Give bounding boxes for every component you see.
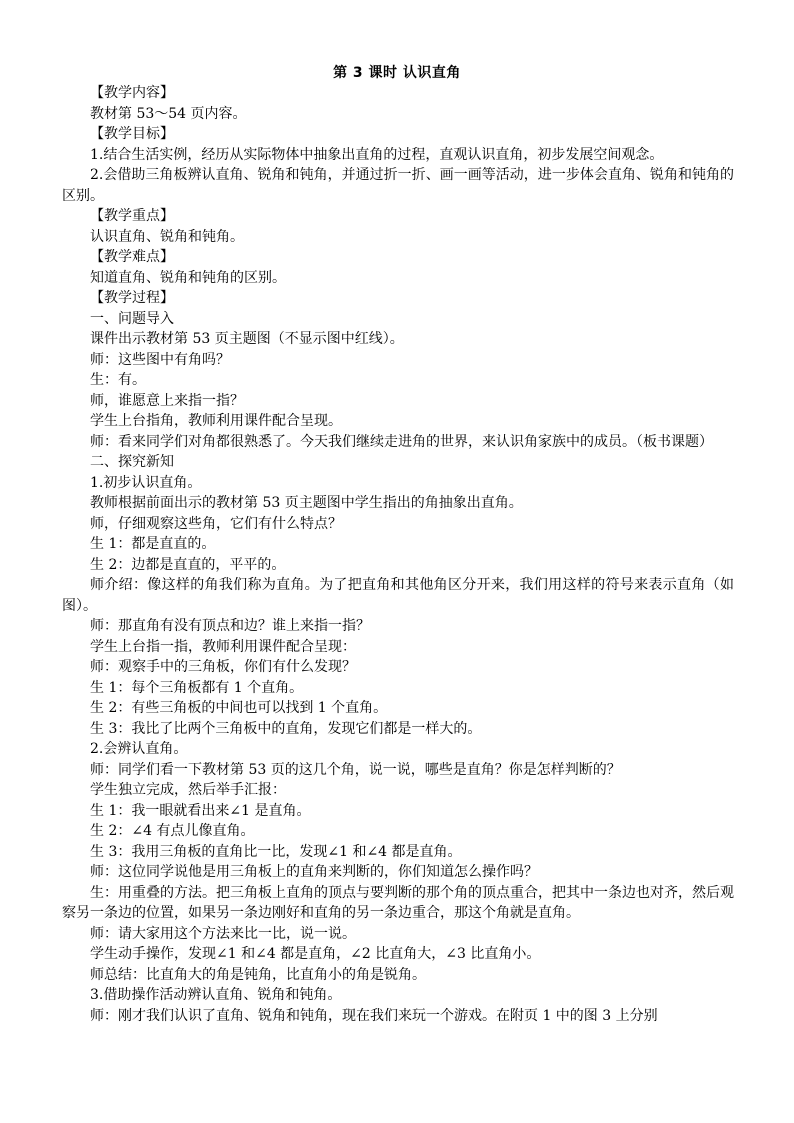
paragraph: 一、问题导入	[90, 310, 174, 327]
paragraph: 生 1：每个三角板都有 1 个直角。	[90, 679, 304, 696]
paragraph: 师：同学们看一下教材第 53 页的这几个角，说一说，哪些是直角？你是怎样判断的？	[90, 761, 621, 778]
paragraph: 1.初步认识直角。	[90, 474, 202, 491]
paragraph: 【教学重点】	[90, 208, 174, 224]
paragraph: 学生独立完成，然后举手汇报：	[90, 782, 286, 798]
paragraph: 教材第 53～54 页内容。	[90, 105, 247, 122]
paragraph: 2.会借助三角板辨认直角、锐角和钝角，并通过折一折、画一画等活动，进一步体会直角、锐角和钝角的区别。	[62, 167, 734, 204]
paragraph: 认识直角、锐角和钝角。	[90, 228, 244, 245]
paragraph: 师总结：比直角大的角是钝角，比直角小的角是锐角。	[90, 966, 426, 983]
paragraph: 生：有。	[90, 372, 146, 388]
paragraph: 师，仔细观察这些角，它们有什么特点？	[90, 515, 342, 532]
paragraph: 【教学内容】	[90, 85, 174, 101]
paragraph: 生 3：我比了比两个三角板中的直角，发现它们都是一样大的。	[90, 720, 482, 737]
paragraph: 知道直角、锐角和钝角的区别。	[90, 269, 286, 286]
paragraph: 【教学过程】	[90, 290, 174, 306]
paragraph: 1.结合生活实例，经历从实际物体中抽象出直角的过程，直观认识直角，初步发展空间观念。	[90, 146, 664, 163]
lesson-title: 第 3 课时 认识直角	[333, 65, 461, 81]
paragraph: 生：用重叠的方法。把三角板上直角的顶点与要判断的那个角的顶点重合，把其中一条边也对齐，然后观察另一条边的位置，如果另一条边刚好和直角的另一条边重合，那这个角就是直角。	[62, 884, 734, 921]
paragraph: 师：刚才我们认识了直角、锐角和钝角，现在我们来玩一个游戏。在附页 1 中的图 3 上分别	[90, 1007, 658, 1024]
paragraph: 教师根据前面出示的教材第 53 页主题图中学生指出的角抽象出直角。	[90, 495, 523, 511]
paragraph: 师：观察手中的三角板，你们有什么发现？	[90, 659, 356, 675]
paragraph: 【教学目标】	[90, 126, 174, 142]
paragraph: 师：看来同学们对角都很熟悉了。今天我们继续走进角的世界，来认识角家族中的成员。（板书课题）	[90, 433, 713, 450]
paragraph: 师，谁愿意上来指一指？	[90, 392, 244, 409]
paragraph: 3.借助操作活动辨认直角、锐角和钝角。	[90, 987, 342, 1003]
paragraph: 学生上台指角，教师利用课件配合呈现。	[90, 413, 342, 429]
paragraph: 生 1：都是直直的。	[90, 536, 216, 552]
paragraph: 师介绍：像这样的角我们称为直角。为了把直角和其他角区分开来，我们用这样的符号来表示直角（如图）。	[62, 577, 734, 614]
paragraph: 学生动手操作，发现∠1 和∠4 都是直角，∠2 比直角大，∠3 比直角小。	[90, 946, 541, 962]
paragraph: 生 2：∠4 有点儿像直角。	[90, 823, 255, 839]
paragraph: 师：那直角有没有顶点和边？谁上来指一指？	[90, 618, 370, 634]
paragraph: 生 2：有些三角板的中间也可以找到 1 个直角。	[90, 700, 388, 716]
paragraph: 生 2：边都是直直的，平平的。	[90, 556, 286, 573]
paragraph: 师：这些图中有角吗？	[90, 351, 230, 368]
paragraph: 2.会辨认直角。	[90, 741, 188, 757]
paragraph: 【教学难点】	[90, 249, 174, 265]
paragraph: 师：请大家用这个方法来比一比，说一说。	[90, 925, 356, 942]
paragraph: 师：这位同学说他是用三角板上的直角来判断的，你们知道怎么操作吗？	[90, 864, 538, 880]
paragraph: 二、探究新知	[90, 454, 174, 470]
paragraph: 生 3：我用三角板的直角比一比，发现∠1 和∠4 都是直角。	[90, 843, 462, 860]
paragraph: 课件出示教材第 53 页主题图（不显示图中红线）。	[90, 331, 404, 347]
paragraph: 生 1：我一眼就看出来∠1 是直角。	[90, 802, 311, 819]
lesson-body	[62, 83, 734, 1026]
paragraph: 学生上台指一指，教师利用课件配合呈现：	[90, 638, 356, 655]
